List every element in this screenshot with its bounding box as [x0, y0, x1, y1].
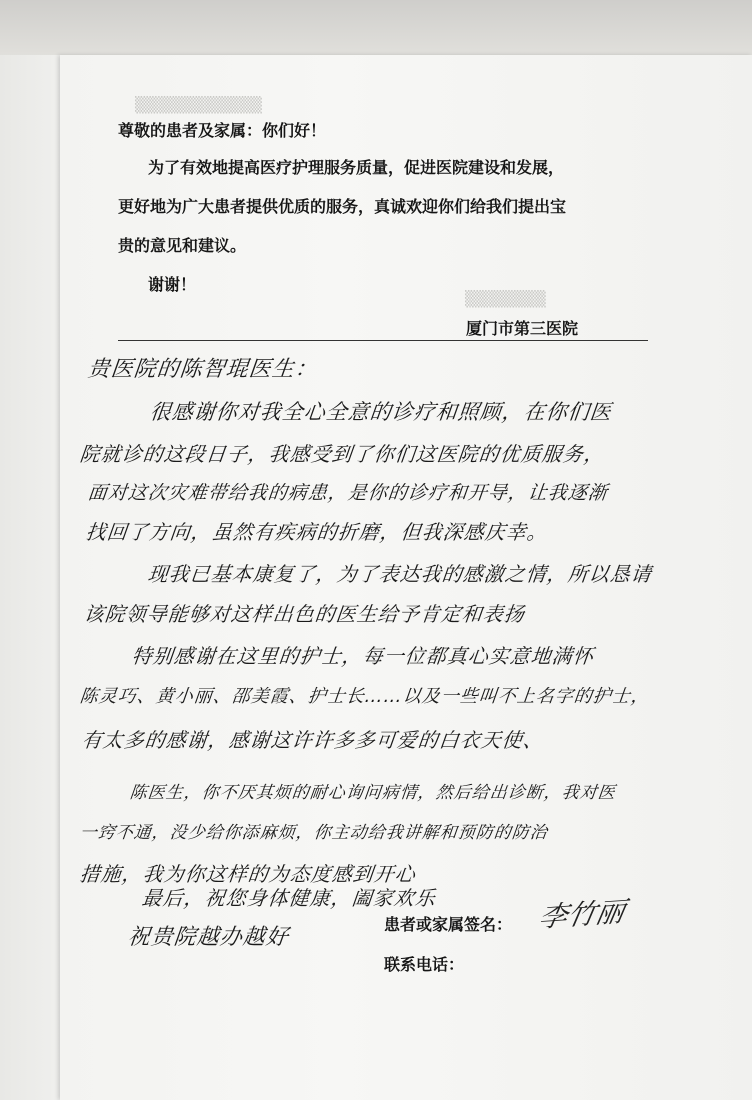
greeting: 尊敬的患者及家属：你们好！ [118, 121, 327, 140]
paper-edge-left [0, 55, 62, 1100]
body-line-2: 更好地为广大患者提供优质的服务，真诚欢迎你们给我们提出宝 [118, 197, 567, 216]
letter-line: 一窍不通，没少给你添麻烦，你主动给我讲解和预防的防治 [78, 823, 549, 843]
letter-line: 很感谢你对我全心全意的诊疗和照顾，在你们医 [148, 400, 614, 424]
letter-salutation: 贵医院的陈智琨医生： [86, 357, 320, 382]
phone-label: 联系电话： [384, 955, 465, 974]
letter-line: 现我已基本康复了，为了表达我的感激之情，所以恳请 [146, 562, 654, 586]
letter-line: 该院领导能够对这样出色的医生给予肯定和表扬 [82, 602, 527, 626]
letter-line: 院就诊的这段日子，我感受到了你们这医院的优质服务， [78, 442, 607, 466]
paper-edge-top [0, 0, 752, 60]
show-through-text: ▒▒▒▒▒▒▒▒▒▒▒ [135, 96, 262, 114]
letter-line: 措施，我为你这样的为态度感到开心 [78, 862, 418, 886]
patient-signature: 李竹丽 [536, 895, 628, 934]
letter-line: 特别感谢在这里的护士，每一位都真心实意地满怀 [130, 644, 596, 668]
letter-line: 找回了方向，虽然有疾病的折磨，但我深感庆幸。 [84, 520, 550, 544]
body-line-3: 贵的意见和建议。 [118, 236, 247, 255]
letter-line: 最后，祝您身体健康，阖家欢乐 [140, 886, 438, 910]
letter-line: 有太多的感谢，感谢这许许多多可爱的白衣天使、 [80, 728, 546, 752]
hospital-name: 厦门市第三医院 [466, 319, 579, 338]
letter-line: 面对这次灾难带给我的病患，是你的诊疗和开导，让我逐渐 [86, 482, 610, 504]
letter-line: 陈医生，你不厌其烦的耐心询问病情，然后给出诊断，我对医 [128, 783, 617, 803]
body-line-1: 为了有效地提高医疗护理服务质量，促进医院建设和发展， [148, 158, 565, 177]
letter-line: 祝贵院越办越好 [126, 925, 291, 950]
signature-label: 患者或家属签名： [384, 915, 513, 934]
letter-line: 陈灵巧、黄小丽、邵美霞、护士长……以及一些叫不上名字的护士， [78, 686, 651, 707]
thanks-text: 谢谢！ [148, 275, 197, 294]
divider-line [118, 340, 648, 341]
show-through-text: ▒▒▒▒▒▒▒ [465, 290, 546, 308]
